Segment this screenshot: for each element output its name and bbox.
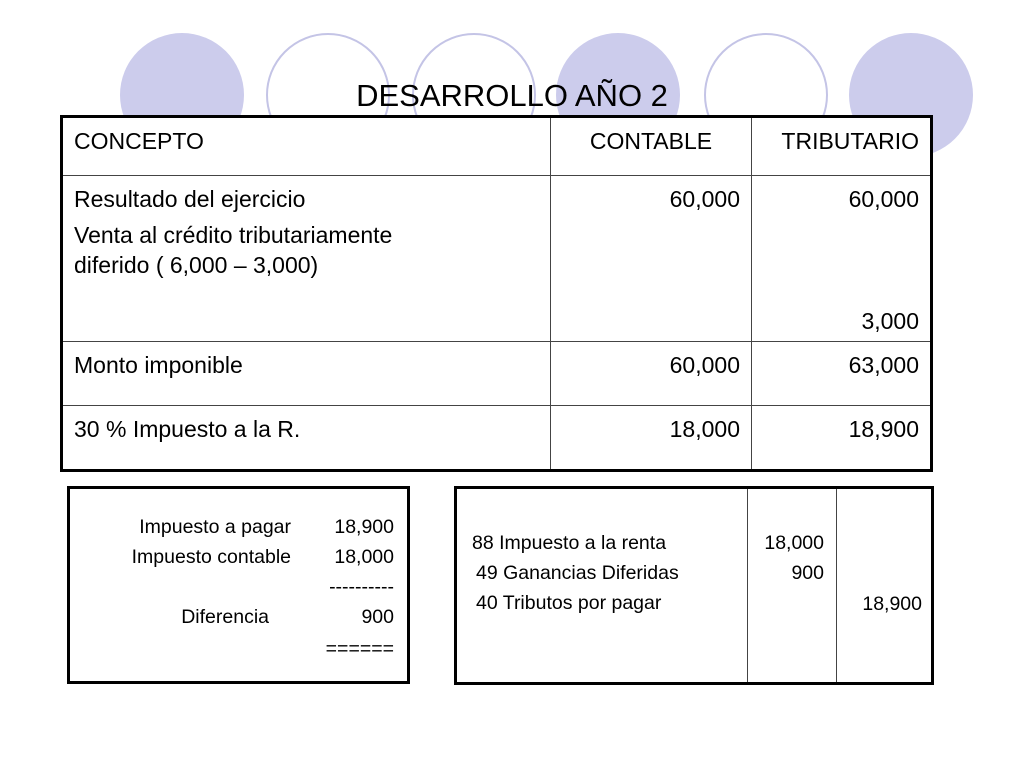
- header-concepto-text: CONCEPTO: [74, 128, 204, 154]
- table-row-monto: [62, 342, 932, 406]
- diferencia-value: 900: [361, 606, 394, 628]
- header-tributario: [752, 117, 932, 176]
- impuesto-contable-label: Impuesto contable: [131, 546, 291, 568]
- cell-tributario-impuesto: [752, 406, 932, 471]
- journal-line3-credit: 18,900: [862, 593, 922, 615]
- impuesto-label: 30 % Impuesto a la R.: [74, 416, 301, 442]
- cell-tributario-resultado: [752, 176, 932, 342]
- header-concepto: [62, 117, 551, 176]
- header-tributario-text: TRIBUTARIO: [781, 128, 919, 154]
- venta-label: [74, 220, 550, 280]
- cell-contable-impuesto: [551, 406, 752, 471]
- monto-contable: 60,000: [669, 352, 740, 378]
- spacer: [752, 214, 919, 277]
- resultado-contable: 60,000: [669, 186, 740, 212]
- tax-difference-box: [67, 486, 410, 684]
- journal-line1-debit: 18,000: [764, 532, 824, 554]
- resultado-tributario: 60,000: [848, 186, 919, 212]
- separator-line: ----------: [329, 576, 394, 598]
- header-contable-text: CONTABLE: [589, 128, 713, 154]
- impuesto-pagar-label: Impuesto a pagar: [139, 516, 291, 538]
- cell-tributario-monto: [752, 342, 932, 406]
- tax-comparison-table: [60, 115, 933, 472]
- credit-column-divider: [836, 489, 837, 682]
- journal-line2-account: 49 Ganancias Diferidas: [476, 562, 679, 584]
- double-line: ======: [325, 638, 394, 660]
- table-row-impuesto: [62, 406, 932, 471]
- table-row-resultado: [62, 176, 932, 342]
- impuesto-pagar-row: [70, 516, 407, 546]
- impuesto-contable-row: [70, 546, 407, 576]
- journal-line3-account: 40 Tributos por pagar: [476, 592, 662, 614]
- header-contable: [551, 117, 752, 176]
- diferencia-label: Diferencia: [181, 606, 269, 628]
- journal-entry-box: [454, 486, 934, 685]
- impuesto-tributario: 18,900: [848, 416, 919, 442]
- diferencia-row: [70, 606, 407, 636]
- impuesto-pagar-value: 18,900: [334, 516, 394, 538]
- journal-line1-account: 88 Impuesto a la renta: [472, 532, 667, 554]
- impuesto-contable: 18,000: [669, 416, 740, 442]
- journal-line2-debit: 900: [791, 562, 824, 584]
- impuesto-contable-value: 18,000: [334, 546, 394, 568]
- cell-contable-resultado: [551, 176, 752, 342]
- cell-contable-monto: [551, 342, 752, 406]
- venta-label-line2: diferido ( 6,000 – 3,000): [74, 252, 319, 278]
- venta-tributario: 3,000: [861, 308, 919, 334]
- cell-concepto-resultado: [62, 176, 551, 342]
- resultado-label: Resultado del ejercicio: [74, 186, 306, 212]
- cell-concepto-impuesto: [62, 406, 551, 471]
- monto-tributario: 63,000: [848, 352, 919, 378]
- separator-row: [70, 576, 407, 606]
- slide-title: DESARROLLO AÑO 2: [356, 78, 668, 113]
- monto-label: Monto imponible: [74, 352, 243, 378]
- table-header-row: [62, 117, 932, 176]
- debit-column-divider: [747, 489, 748, 682]
- double-line-row: [70, 638, 407, 668]
- cell-concepto-monto: [62, 342, 551, 406]
- venta-label-line1: Venta al crédito tributariamente: [74, 222, 393, 248]
